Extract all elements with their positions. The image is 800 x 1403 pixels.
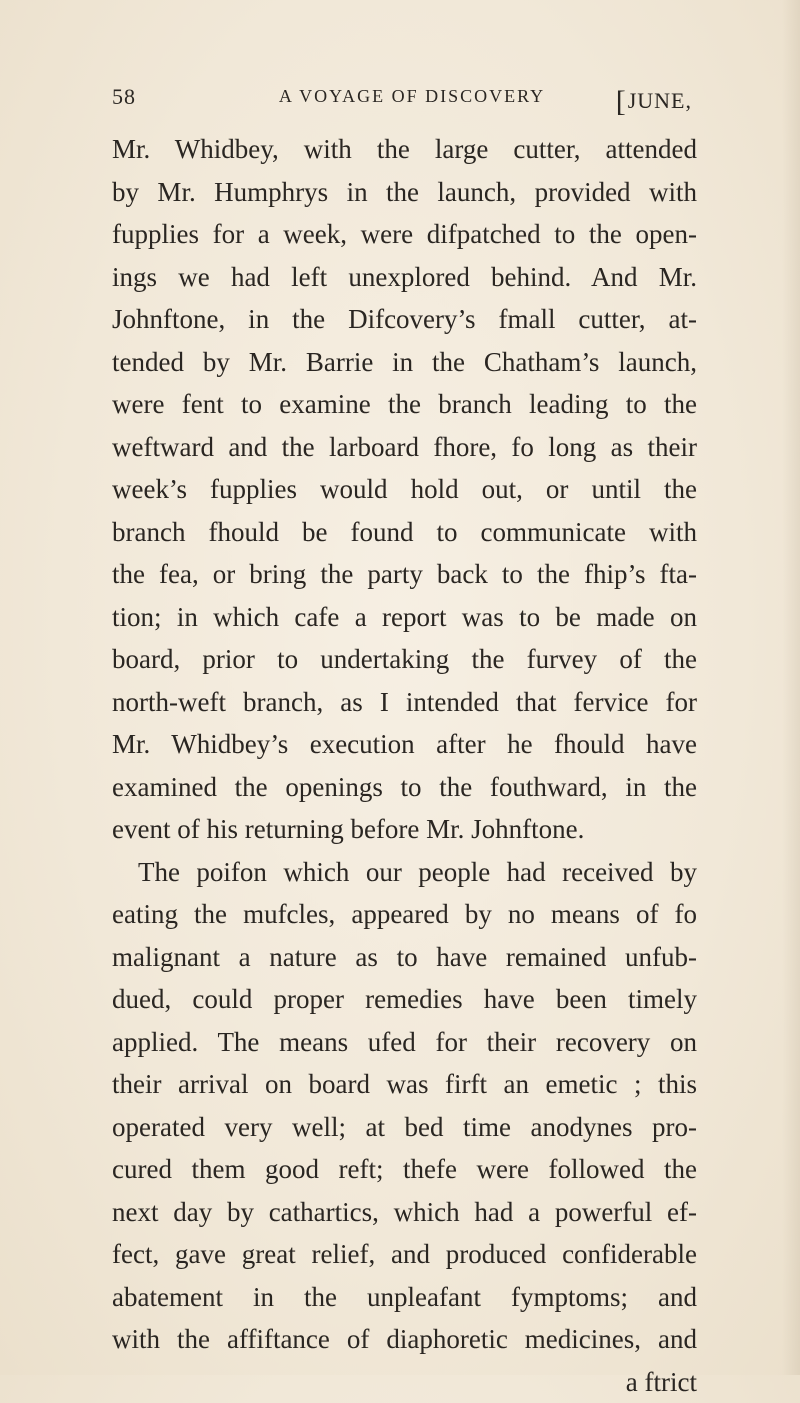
text-line: event of his returning before Mr. Johnftone. [112, 808, 697, 851]
text-line: eating the mufcles, appeared by no means of fo [112, 893, 697, 936]
text-line: branch fhould be found to communicate with [112, 511, 697, 554]
header-bracket: [ [616, 85, 627, 118]
text-line: dued, could proper remedies have been timely [112, 978, 697, 1021]
header-date [616, 82, 692, 116]
text-line: The poifon which our people had received by [112, 851, 697, 894]
body-text [112, 128, 697, 1403]
text-line: tended by Mr. Barrie in the Chatham’s launch, [112, 341, 697, 384]
text-line: week’s fupplies would hold out, or until the [112, 468, 697, 511]
running-title: A VOYAGE OF DISCOVERY [112, 86, 692, 107]
text-line: Johnftone, in the Difcovery’s fmall cutter, at- [112, 298, 697, 341]
text-line: malignant a nature as to have remained unfub- [112, 936, 697, 979]
header-month: JUNE, [628, 88, 692, 113]
text-line: their arrival on board was firft an emetic ; this [112, 1063, 697, 1106]
text-line: operated very well; at bed time anodynes pro- [112, 1106, 697, 1149]
text-line: with the affiftance of diaphoretic medicines, and [112, 1318, 697, 1361]
page-header [112, 78, 692, 122]
text-line: abatement in the unpleafant fymptoms; and [112, 1276, 697, 1319]
page-edge-shadow [782, 0, 800, 1375]
text-line: fect, gave great relief, and produced confiderable [112, 1233, 697, 1276]
text-line: next day by cathartics, which had a powerful ef- [112, 1191, 697, 1234]
page-number: 58 [112, 84, 136, 110]
text-line: applied. The means ufed for their recovery on [112, 1021, 697, 1064]
text-line: the fea, or bring the party back to the fhip’s fta- [112, 553, 697, 596]
text-line: ings we had left unexplored behind. And Mr. [112, 256, 697, 299]
text-line: by Mr. Humphrys in the launch, provided with [112, 171, 697, 214]
text-line: examined the openings to the fouthward, in the [112, 766, 697, 809]
text-line: fupplies for a week, were difpatched to the open- [112, 213, 697, 256]
text-line: board, prior to undertaking the furvey of the [112, 638, 697, 681]
text-line: north-weft branch, as I intended that fervice for [112, 681, 697, 724]
text-line: Mr. Whidbey’s execution after he fhould have [112, 723, 697, 766]
text-line: Mr. Whidbey, with the large cutter, attended [112, 128, 697, 171]
catchword: a ftrict [112, 1361, 697, 1403]
text-line: weftward and the larboard fhore, fo long as their [112, 426, 697, 469]
text-line: cured them good reft; thefe were followed the [112, 1148, 697, 1191]
text-line: tion; in which cafe a report was to be made on [112, 596, 697, 639]
text-line: were fent to examine the branch leading to the [112, 383, 697, 426]
